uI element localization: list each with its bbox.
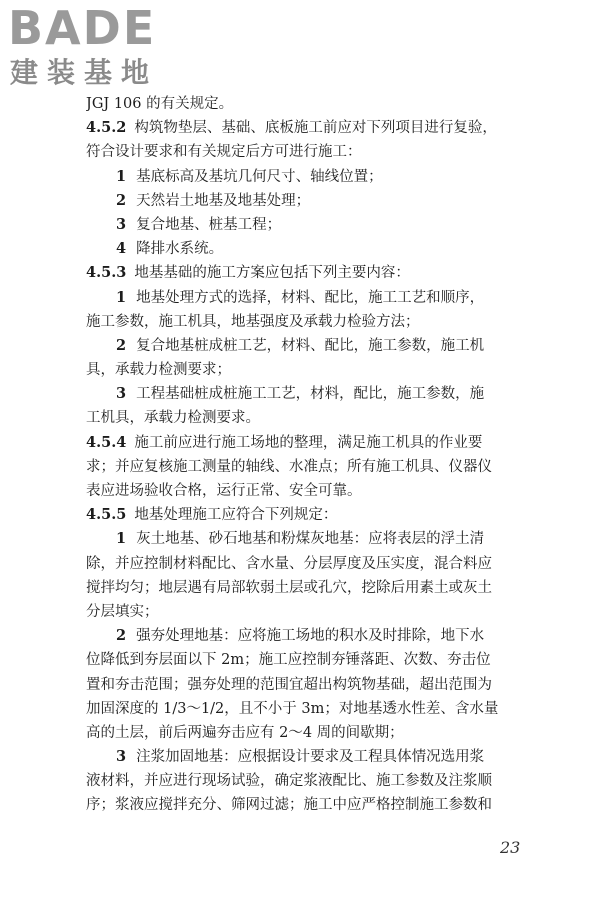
page-number: 23	[500, 838, 521, 857]
text-line	[86, 576, 534, 600]
text-line	[86, 92, 534, 116]
line-text: 序；浆液应搅拌充分、筛网过滤；施工中应严格控制施工参数和	[86, 797, 492, 814]
line-text: 复合地基桩成桩工艺，材料、配比，施工参数，施工机	[136, 337, 485, 354]
text-line	[86, 140, 534, 164]
line-text: 液材料，并应进行现场试验，确定浆液配比、施工参数及注浆顺	[86, 773, 492, 790]
line-text: 具，承载力检测要求；	[86, 362, 231, 379]
text-line	[86, 310, 534, 334]
section-number: 4.5.4	[86, 433, 127, 451]
text-line	[86, 479, 534, 503]
bade-watermark-logo	[8, 2, 183, 94]
section-number: 4.5.3	[86, 264, 127, 282]
document-body	[86, 92, 534, 818]
item-number: 2	[116, 627, 127, 645]
watermark-chinese: 建装基地	[10, 56, 159, 89]
text-line	[86, 286, 534, 310]
text-line	[86, 213, 534, 237]
line-text: 注浆加固地基：应根据设计要求及工程具体情况选用浆	[136, 749, 485, 766]
line-text: 复合地基、桩基工程；	[136, 216, 282, 233]
text-line	[86, 527, 534, 551]
line-text: 置和夯击范围；强夯处理的范围宜超出构筑物基础，超出范围为	[86, 676, 492, 693]
text-line	[86, 237, 534, 261]
text-line	[86, 721, 534, 745]
text-line	[86, 431, 534, 455]
line-text: 天然岩土地基及地基处理；	[136, 192, 311, 209]
line-text: 加固深度的 1/3～1/2，且不小于 3m；对地基透水性差、含水量	[86, 700, 499, 717]
text-line	[86, 116, 534, 140]
line-text: 搅拌均匀；地层遇有局部软弱土层或孔穴，挖除后用素土或灰土	[86, 579, 492, 596]
text-line	[86, 769, 534, 793]
line-text: 地基基础的施工方案应包括下列主要内容：	[134, 265, 410, 282]
line-text: 高的土层，前后两遍夯击应有 2～4 周的间歇期；	[86, 724, 404, 741]
line-text: 地基处理施工应符合下列规定：	[134, 507, 338, 524]
text-line	[86, 503, 534, 527]
item-number: 4	[116, 240, 127, 258]
text-line	[86, 334, 534, 358]
line-text: JGJ 106 的有关规定。	[86, 96, 234, 112]
item-number: 2	[116, 191, 127, 209]
line-text: 工程基础桩成桩施工工艺，材料，配比，施工参数，施	[136, 386, 485, 403]
text-line	[86, 189, 534, 213]
line-text: 位降低到夯层面以下 2m；施工应控制夯锤落距、次数、夯击位	[86, 652, 491, 669]
item-number: 1	[116, 288, 127, 306]
line-text: 灰土地基、砂石地基和粉煤灰地基：应将表层的浮土清	[136, 531, 485, 548]
line-text: 地基处理方式的选择，材料、配比，施工工艺和顺序，	[136, 289, 485, 306]
text-line	[86, 624, 534, 648]
line-text: 工机具，承载力检测要求。	[86, 410, 260, 427]
text-line	[86, 406, 534, 430]
line-text: 施工参数，施工机具，地基强度及承载力检验方法；	[86, 313, 420, 330]
line-text: 符合设计要求和有关规定后方可进行施工：	[86, 144, 362, 161]
line-text: 除，并应控制材料配比、含水量、分层厚度及压实度，混合料应	[86, 555, 492, 572]
text-line	[86, 745, 534, 769]
item-number: 1	[116, 530, 127, 548]
line-text: 基底标高及基坑几何尺寸、轴线位置；	[136, 168, 383, 185]
item-number: 1	[116, 167, 127, 185]
text-line	[86, 358, 534, 382]
text-line	[86, 673, 534, 697]
text-line	[86, 648, 534, 672]
text-line	[86, 552, 534, 576]
text-line	[86, 793, 534, 817]
item-number: 3	[116, 215, 127, 233]
text-line	[86, 600, 534, 624]
item-number: 2	[116, 336, 127, 354]
line-text: 求；并应复核施工测量的轴线、水准点；所有施工机具、仪器仪	[86, 458, 492, 475]
text-line	[86, 697, 534, 721]
text-line	[86, 455, 534, 479]
watermark-latin: BADE	[8, 1, 157, 55]
item-number: 3	[116, 385, 127, 403]
text-line	[86, 261, 534, 285]
line-text: 强夯处理地基：应将施工场地的积水及时排除，地下水	[136, 628, 485, 645]
text-line	[86, 165, 534, 189]
text-line	[86, 382, 534, 406]
item-number: 3	[116, 748, 127, 766]
line-text: 施工前应进行施工场地的整理，满足施工机具的作业要	[134, 434, 483, 451]
line-text: 分层填实；	[86, 603, 159, 620]
line-text: 构筑物垫层、基础、底板施工前应对下列项目进行复验，	[134, 120, 497, 137]
line-text: 降排水系统。	[136, 241, 224, 258]
section-number: 4.5.2	[86, 119, 127, 137]
section-number: 4.5.5	[86, 506, 127, 524]
line-text: 表应进场验收合格，运行正常、安全可靠。	[86, 483, 362, 499]
